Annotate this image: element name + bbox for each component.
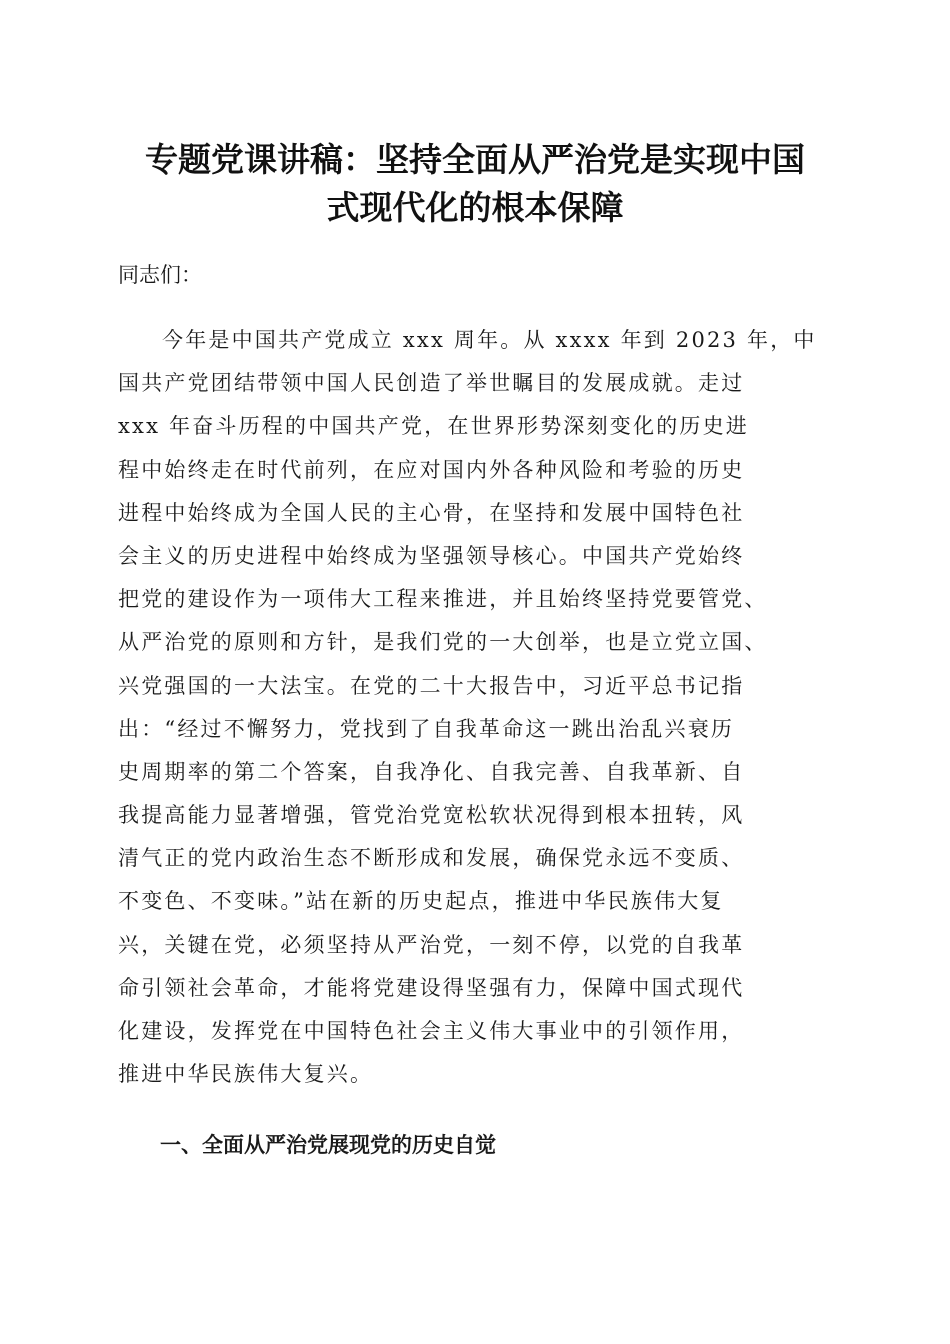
paragraph-line: 清气正的党内政治生态不断形成和发展，确保党永远不变质、	[118, 846, 745, 871]
paragraph-line: 把党的建设作为一项伟大工程来推进，并且始终坚持党要管党、	[118, 587, 768, 612]
paragraph-line: 会主义的历史进程中始终成为坚强领导核心。中国共产党始终	[118, 543, 745, 568]
paragraph-line: xxx 年奋斗历程的中国共产党，在世界形势深刻变化的历史进	[118, 414, 750, 439]
document-title	[110, 136, 840, 232]
paragraph-line: 进程中始终成为全国人民的主心骨，在坚持和发展中国特色社	[118, 500, 745, 525]
paragraph-line: 我提高能力显著增强，管党治党宽松软状况得到根本扭转，风	[118, 803, 745, 828]
paragraph-line: 化建设，发挥党在中国特色社会主义伟大事业中的引领作用，	[118, 1019, 745, 1043]
greeting: 同志们：	[118, 263, 202, 287]
paragraph-line: 程中始终走在时代前列，在应对国内外各种风险和考验的历史	[118, 457, 745, 482]
section-heading: 一、全面从严治党展现党的历史自觉	[160, 1133, 496, 1157]
paragraph-line: 从严治党的原则和方针，是我们党的一大创举，也是立党立国、	[118, 630, 768, 655]
paragraph-line: 国共产党团结带领中国人民创造了举世瞩目的发展成就。走过	[118, 371, 745, 396]
paragraph-line: 不变色、不变味。”站在新的历史起点，推进中华民族伟大复	[118, 889, 724, 914]
paragraph-line: 兴党强国的一大法宝。在党的二十大报告中，习近平总书记指	[118, 673, 745, 698]
paragraph-line: 推进中华民族伟大复兴。	[118, 1062, 374, 1087]
paragraph-line: 出：“经过不懈努力，党找到了自我革命这一跳出治乱兴衰历	[118, 716, 735, 741]
paragraph-line: 命引领社会革命，才能将党建设得坚强有力，保障中国式现代	[118, 975, 745, 1000]
paragraph-line: 今年是中国共产党成立 xxx 周年。从 xxxx 年到 2023 年，中	[162, 328, 817, 352]
body-paragraph	[118, 319, 838, 1096]
paragraph-line: 史周期率的第二个答案，自我净化、自我完善、自我革新、自	[118, 759, 745, 784]
title-line-1: 专题党课讲稿：坚持全面从严治党是实现中国	[145, 140, 805, 179]
title-line-2: 式现代化的根本保障	[326, 188, 624, 227]
paragraph-line: 兴，关键在党，必须坚持从严治党，一刻不停，以党的自我革	[118, 932, 745, 957]
